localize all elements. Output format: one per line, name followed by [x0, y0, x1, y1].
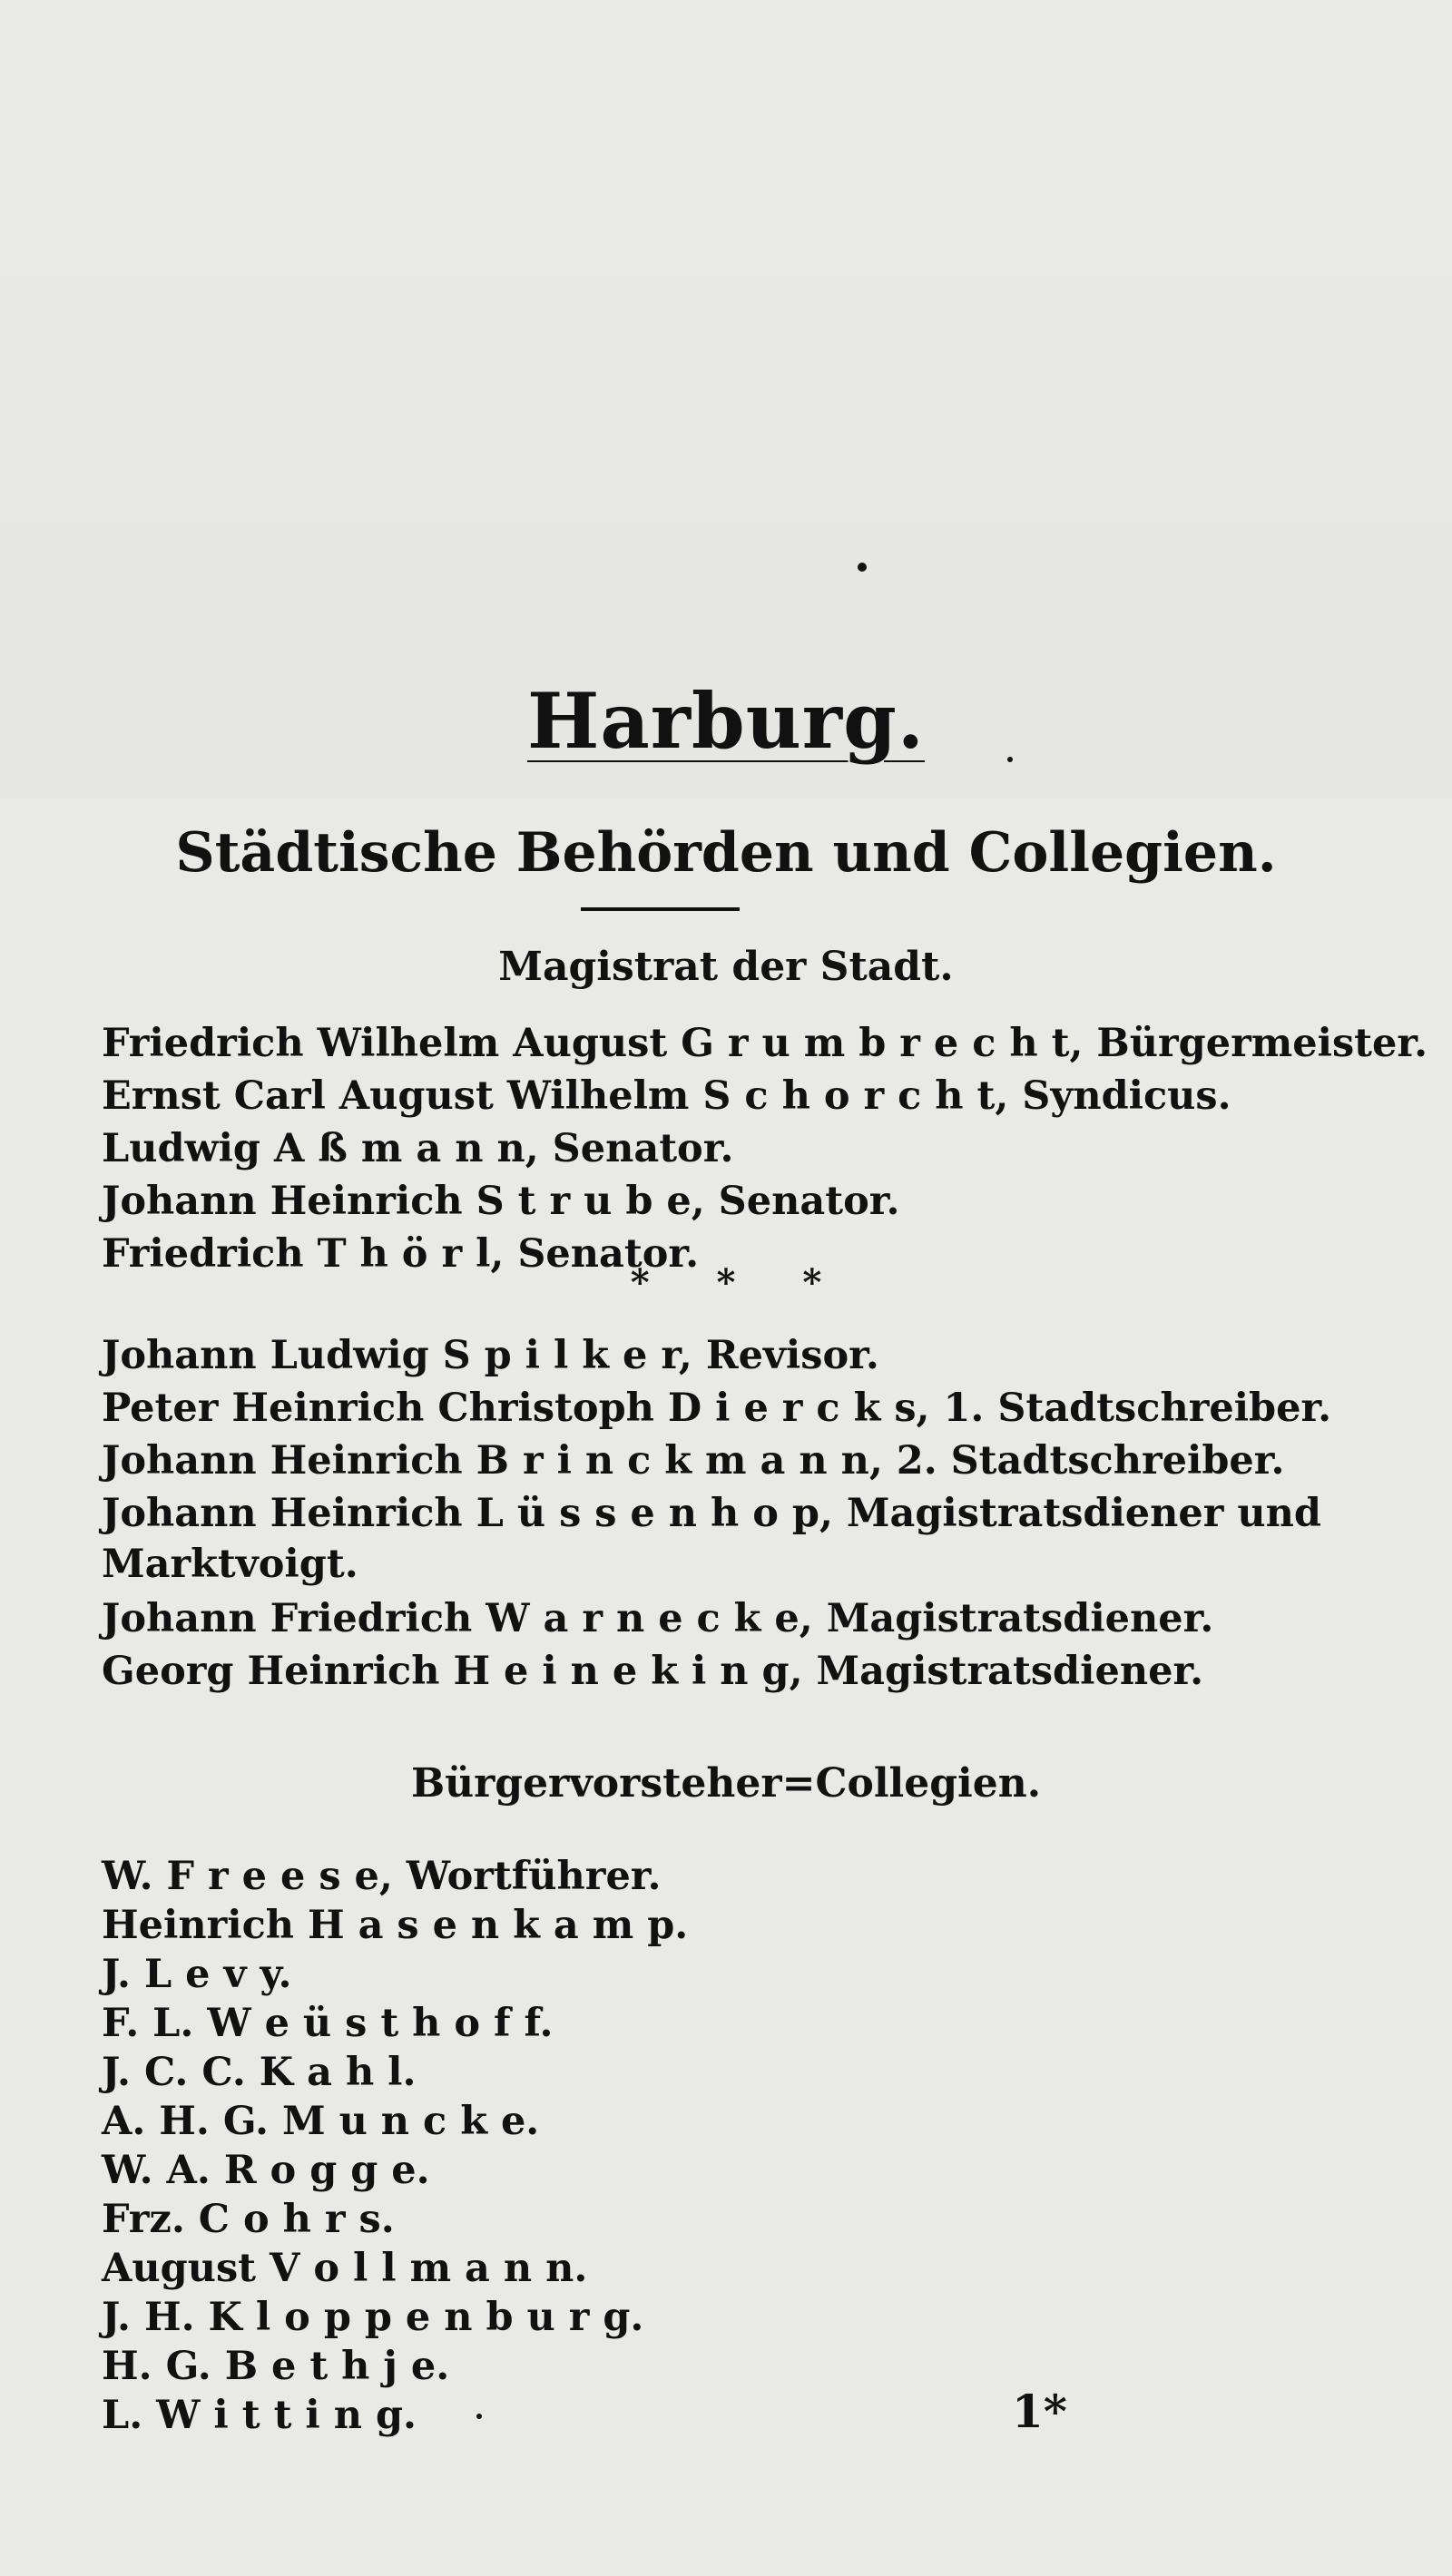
magistrat-staff: Johann Heinrich B r i n c k m a n n, 2. Stadtschreiber. [102, 1438, 1285, 1484]
buergervorsteher-member: H. G. B e t h j e. [102, 2344, 450, 2389]
magistrat-staff: Johann Friedrich W a r n e c k e, Magistratsdiener. [102, 1596, 1214, 1641]
magistrat-member: Ernst Carl August Wilhelm S c h o r c h t, Syndicus. [102, 1073, 1231, 1119]
buergervorsteher-member: W. A. R o g g e. [102, 2148, 430, 2193]
buergervorsteher-member: W. F r e e s e, Wortführer. [102, 1854, 662, 1899]
buergervorsteher-member: J. H. K l o p p e n b u r g. [102, 2295, 644, 2340]
buergervorsteher-member: A. H. G. M u n c k e. [102, 2099, 540, 2144]
buergervorsteher-member: Heinrich H a s e n k a m p. [102, 1903, 689, 1948]
ink-dot [858, 563, 867, 572]
magistrat-member: Friedrich T h ö r l, Senator. [102, 1231, 700, 1277]
buergervorsteher-member: August V o l l m a n n. [102, 2246, 588, 2291]
magistrat-staff: Peter Heinrich Christoph D i e r c k s, 1. Stadtschreiber. [102, 1386, 1332, 1431]
buergervorsteher-member: L. W i t t i n g. [102, 2393, 417, 2438]
magistrat-staff: Johann Ludwig S p i l k e r, Revisor. [102, 1333, 879, 1378]
separator-stars: * * * [630, 1261, 822, 1304]
magistrat-staff: Georg Heinrich H e i n e k i n g, Magistratsdiener. [102, 1649, 1204, 1694]
magistrat-member: Johann Heinrich S t r u b e, Senator. [102, 1179, 900, 1224]
divider [581, 907, 740, 911]
magistrat-staff: Johann Heinrich L ü s s e n h o p, Magistratsdiener und Marktvoigt. [102, 1491, 1322, 1587]
magistrat-heading: Magistrat der Stadt. [498, 944, 954, 990]
page-number: 1* [1012, 2385, 1067, 2438]
page-title: Harburg. [526, 676, 926, 766]
section-title: Städtische Behörden und Collegien. [175, 821, 1277, 885]
buergervorsteher-heading: Bürgervorsteher=Collegien. [410, 1760, 1042, 1807]
buergervorsteher-member: Frz. C o h r s. [102, 2197, 395, 2242]
buergervorsteher-member: J. C. C. K a h l. [102, 2050, 417, 2095]
buergervorsteher-member: J. L e v y. [102, 1952, 292, 1997]
buergervorsteher-member: F. L. W e ü s t h o f f. [102, 2001, 554, 2046]
magistrat-member: Ludwig A ß m a n n, Senator. [102, 1126, 734, 1171]
magistrat-member: Friedrich Wilhelm August G r u m b r e c h t, Bürgermeister. [102, 1021, 1428, 1066]
ink-dot [476, 2414, 482, 2419]
